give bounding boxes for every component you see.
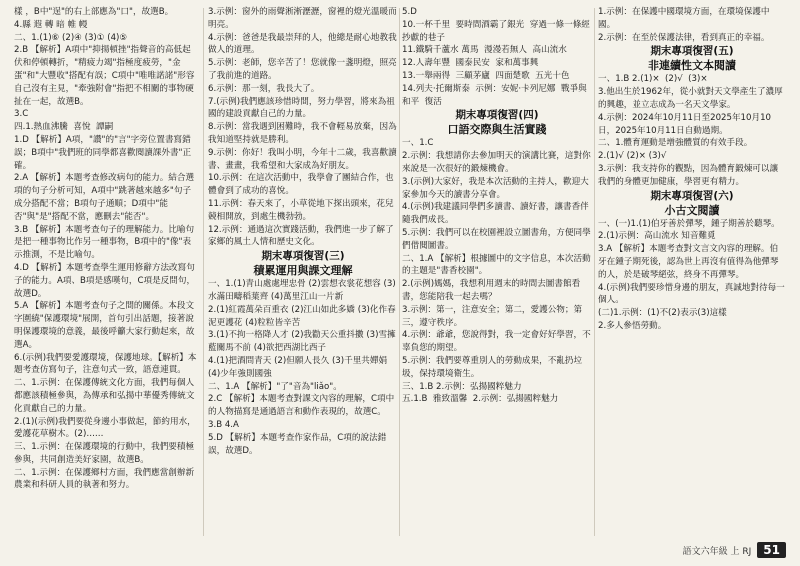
section-title: 期末專項復習(五) — [650, 45, 734, 58]
column-1 — [14, 6, 198, 536]
text-line: 2.(1)紅霞萬朵百重衣 (2)江山如此多嬌 (3)化作春泥更護花 (4)粒粒皆辛苦 — [208, 304, 396, 328]
text-line: 一、(一)1.(1)伯牙善於彈琴，鍾子期善於聽琴。 — [598, 218, 780, 229]
column-divider — [203, 8, 204, 536]
section-subtitle: 積累運用與課文理解 — [253, 264, 353, 278]
text-line: 1.示例：在保護中國環境方面，在環境保護中國。 — [598, 7, 770, 30]
text-line: 12.人壽年豐 國泰民安 家和萬事興 — [402, 58, 539, 69]
text-line: 4.示例：2024年10月11日至2025年10月10日，2025年10月11日自動過期。 — [598, 112, 772, 136]
text-line: 4.(1)把酒問青天 (2)但願人長久 (3)千里共嬋娟 (4)少年強則國強 — [208, 355, 390, 379]
page-number: 51 — [757, 542, 786, 558]
column-3 — [402, 6, 592, 536]
text-line: 10.示例：在這次活動中，我學會了團結合作，也體會到了成功的喜悅。 — [208, 173, 394, 197]
text-line: 3.他出生於1962年，從小就對天文學產生了濃厚的興趣，並立志成為一名天文學家。 — [598, 87, 783, 110]
text-line: 二、1.示例：在保護鄉村方面，我們應當創辦新農業和科研人員的執著和努力。 — [14, 467, 195, 491]
text-line: 3.B 【解析】本題考查句子的理解能力。比喻句是把一種事物比作另一種事物，B項中的"像"表示推測，不是比喻句。 — [14, 224, 195, 261]
text-line: 2.B 【解析】A項中"抑揚頓挫"指聲音的高低起伏和停頓轉折，"精疲力竭"指極度疲勞，"金蛋"和"大豐收"搭配有誤；C項中"唯唯諾諾"形容自己沒有主見，"牽強附會"指把不相關的事物硬扯在一起，故選B。 — [14, 45, 195, 107]
text-line: 五.1.B 雅致溫馨 2.示例：弘揚國粹魅力 — [402, 394, 559, 405]
text-line: 3.B 4.A — [208, 419, 239, 430]
text-line: 6.示例：那一刻，我長大了。 — [208, 83, 320, 94]
text-line: 二、1.示例：在保護傳統文化方面，我們每個人都應該積極參與，為傳承和弘揚中華優秀傳統文化貢獻自己的力量。 — [14, 378, 195, 414]
text-line: 2.示例：我想請你去參加明天的演講比賽，這對你來說是一次很好的鍛煉機會。 — [402, 151, 591, 174]
section-subtitle: 非連續性文本閱讀 — [648, 59, 736, 73]
text-line: 一、1.B 2.(1)× (2)√ (3)× — [598, 74, 708, 85]
column-4 — [598, 6, 786, 536]
text-line: 二、1.(1)⑥ (2)④ (3)① (4)⑤ — [14, 32, 128, 43]
text-line: 6.(示例)我們要愛護環境，保護地球。【解析】本題考查仿寫句子，注意句式一致，語意連貫。 — [14, 352, 197, 376]
text-line: 5.示例：老師，您辛苦了！您就像一盞明燈，照亮了我前進的道路。 — [208, 58, 397, 81]
text-line: 二、1.A 【解析】"了"音為"liǎo"。 — [208, 381, 342, 392]
text-line: (二)1.示例：(1)不(2)表示(3)這樣 — [598, 308, 727, 319]
text-line: 2.示例：在至於保護法律，看到真正的幸福。 — [598, 32, 770, 43]
text-line: 二、1.A 【解析】根據圖中的文字信息，本次活動的主題是"書香校園"。 — [402, 253, 591, 277]
text-line: 4.(示例)我們要珍惜身邊的朋友，真誠地對待每一個人。 — [598, 282, 785, 306]
text-line: 4.縣 遐 轉 暗 帷 幔 — [14, 19, 88, 30]
text-line: 4.(示例)我建議同學們多讀書、讀好書，讓書香伴隨我們成長。 — [402, 202, 589, 226]
text-line: 5.A 【解析】本題考查句子之間的關係。本段文字圍繞"保護環境"展開，首句引出話題，接著說明保護環境的意義，最後呼籲大家行動起來，故選A。 — [14, 301, 195, 350]
text-line: 3.示例：我支持你的觀點，因為體育鍛煉可以讓我們的身體更加健康，學習更有精力。 — [598, 163, 779, 187]
text-line: 3.示例：窗外的雨聲淅淅瀝瀝，窗裡的燈光溫暖而明亮。 — [208, 7, 397, 30]
text-line: 5.D 【解析】本題考查作家作品，C項的說法錯誤，故選D。 — [208, 432, 387, 456]
text-line: 5.示例：我們可以在校園裡設立圖書角，方便同學們借閱圖書。 — [402, 227, 591, 251]
text-line: 2.(示例)媽媽，我想利用週末的時間去圖書館看書，您能陪我一起去嗎？ — [402, 279, 581, 302]
column-divider — [594, 8, 595, 536]
text-line: 一、1.C — [402, 138, 434, 149]
text-line: 2.(1)示例：高山流水 知音難覓 — [598, 231, 716, 242]
text-line: 14.列夫·托爾斯泰 示例：安妮·卡列尼娜 戰爭與和平 復活 — [402, 83, 587, 107]
text-line: 8.示例：當我遇到困難時，我不會輕易放棄，因為我知道堅持就是勝利。 — [208, 122, 397, 145]
text-line: 7.(示例)我們應該珍惜時間，努力學習，將來為祖國的建設貢獻自己的力量。 — [208, 96, 395, 120]
text-line: 3.(示例)大家好，我是本次活動的主持人，歡迎大家參加今天的讀書分享會。 — [402, 176, 589, 200]
text-line: 1.D 【解析】A項，"讚"的"言"字旁位置書寫錯誤；B項中"我們班的同學都喜歡閱讀課外書"正確。 — [14, 134, 192, 171]
text-line: 2.A 【解析】本題考查修改病句的能力。結合選項的句子分析可知，A項中"跳著越來越多"句子成分搭配不當；B項句子通順；D項中"能否"與"是"搭配不當，應刪去"能否"。 — [14, 173, 195, 222]
section-title: 期末專項復習(六) — [650, 189, 734, 202]
section-subtitle: 口語交際與生活實踐 — [447, 123, 547, 137]
text-line: 10.一杯千里 要時間酒霸了銀光 穿過一條一條經抄獻的巷子 — [402, 19, 590, 43]
text-line: 一、1.(1)青山處處埋忠骨 (2)雲想衣裳花想容 (3)水滿田疇稻葉齊 (4)萬里江山一片新 — [208, 279, 396, 302]
section-title: 期末專項復習(三) — [261, 250, 345, 263]
text-line: 三、1.B 2.示例：弘揚國粹魅力 — [402, 381, 522, 392]
text-line: 12.示例：通過這次實踐活動，我們進一步了解了家鄉的風土人情和歷史文化。 — [208, 224, 394, 248]
text-line: 3.A 【解析】本題考查對文言文內容的理解。伯牙在鍾子期死後，認為世上再沒有值得為他彈琴的人，於是破琴絕弦，終身不再彈琴。 — [598, 244, 779, 280]
text-line: 3.示例：第一，注意安全；第二，愛護公物；第三，遵守秩序。 — [402, 304, 583, 328]
text-line: 11.鐵騎千蘆水 萬馬 漫漫若無人 高山流水 — [402, 45, 567, 56]
text-line: 9.示例：你好！我叫小明，今年十二歲，我喜歡讀書、畫畫，我希望和大家成為好朋友。 — [208, 147, 397, 171]
text-line: 5.示例：我們要尊重別人的勞動成果，不亂扔垃圾，保持環境衛生。 — [402, 355, 583, 379]
column-divider — [399, 8, 400, 536]
text-line: 4.D 【解析】本題考查學生運用修辭方法改寫句子的能力。A項、B項是感嘆句，C項是反問句，故選D。 — [14, 262, 196, 299]
text-line: 2.C 【解析】本題考查對課文內容的理解，C項中的人物描寫是通過語言和動作表現的，故選C。 — [208, 394, 395, 418]
text-line: 2.多人參悟勞動。 — [598, 320, 667, 331]
column-2 — [208, 6, 398, 536]
section-subtitle: 小古文閱讀 — [664, 203, 720, 217]
text-line: 三、1.示例：在保護環境的行動中，我們要積極參與，共同創造美好家園，故選B。 — [14, 442, 195, 465]
text-line: 11.示例：春天來了，小草從地下探出頭來，花兒競相開放，到處生機勃勃。 — [208, 198, 394, 222]
text-line: 2.(1)(示例)我們要從身邊小事做起，節約用水，愛護花草樹木。(2)…… — [14, 416, 196, 440]
page-footer — [683, 542, 786, 558]
text-line: 3.C — [14, 109, 29, 120]
text-line: 5.D — [402, 7, 417, 17]
text-line: 13.一舉兩得 三顧茅廬 四面楚歌 五光十色 — [402, 70, 570, 81]
text-line: 3.(1)不拘一格降人才 (2)我勸天公重抖擻 (3)雪擁藍關馬不前 (4)欲把西湖比西子 — [208, 330, 396, 354]
book-label: 語文六年級 上 RJ — [682, 546, 752, 557]
text-line: 4.示例：爺爺，您說得對，我一定會好好學習，不辜負您的期望。 — [402, 330, 591, 354]
text-line: 2.(1)√ (2)× (3)√ — [598, 151, 667, 162]
text-line: 四.1.熱血沸騰 喜悅 譚嗣 — [14, 122, 114, 133]
section-title: 期末專項復習(四) — [455, 109, 539, 122]
text-line: 4.示例：爸爸是我最崇拜的人，他總是耐心地教我做人的道理。 — [208, 32, 397, 56]
text-line: 二、1.體育運動是增強體質的有效手段。 — [598, 138, 753, 149]
text-line: 樣 ，B中"逞"的右上部應為"口"，故選B。 — [14, 7, 174, 17]
